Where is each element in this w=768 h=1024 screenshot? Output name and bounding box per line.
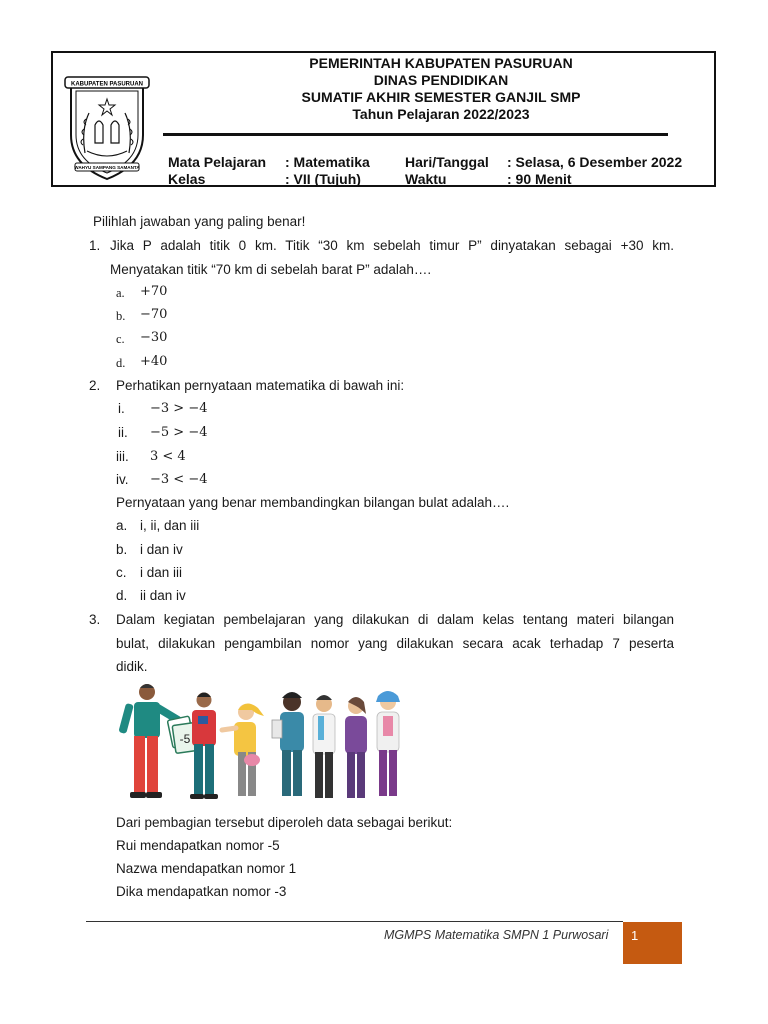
day-value: : Selasa, 6 Desember 2022	[507, 154, 683, 170]
page-number-box	[623, 922, 682, 964]
students-illustration	[112, 680, 412, 810]
kabupaten-pasuruan-emblem	[63, 65, 151, 183]
person-student-red	[190, 693, 218, 800]
q3-text-line1: Dalam kegiatan pembelajaran yang dilakukan di dalam kelas tentang materi bilangan	[116, 612, 674, 627]
q1-option-c[interactable]: −30	[140, 330, 168, 345]
q3-data-rui: Rui mendapatkan nomor -5	[116, 838, 280, 853]
q3-text-line2: bulat, dilakukan pengambilan nomor yang dilakukan secara acak terhadap 7 peserta	[116, 636, 674, 651]
q2-statement-i: −3 > −4	[150, 401, 208, 416]
q2-option-a[interactable]: i, ii, dan iii	[140, 518, 200, 533]
q1-number: 1.	[89, 238, 101, 253]
q2-option-b-letter: b.	[116, 542, 128, 557]
q1-option-c-letter: c.	[116, 332, 125, 346]
svg-text:KABUPATEN PASURUAN: KABUPATEN PASURUAN	[71, 81, 143, 88]
q2-option-c[interactable]: i dan iii	[140, 565, 183, 580]
q3-text-line3: didik.	[116, 659, 148, 674]
time-label: Waktu	[405, 171, 447, 187]
q2-number: 2.	[89, 378, 101, 393]
q2-text: Perhatikan pernyataan matematika di bawah ini:	[116, 378, 405, 393]
q2-statement-iv-roman: iv.	[116, 472, 129, 487]
q2-statement-iii-roman: iii.	[116, 449, 129, 464]
q1-text-line1: Jika P adalah titik 0 km. Titik “30 km sebelah timur P” dinyatakan sebagai +30 km.	[110, 238, 674, 253]
q2-option-b[interactable]: i dan iv	[140, 542, 183, 557]
page-number: 1	[631, 928, 639, 943]
q3-data-dika: Dika mendapatkan nomor -3	[116, 884, 287, 899]
subject-value: : Matematika	[285, 154, 370, 170]
q1-option-d[interactable]: +40	[140, 354, 168, 369]
q3-number: 3.	[89, 612, 101, 627]
title-line-year: Tahun Pelajaran 2022/2023	[352, 106, 530, 122]
q2-option-a-letter: a.	[116, 518, 128, 533]
title-line-exam: SUMATIF AKHIR SEMESTER GANJIL SMP	[301, 89, 581, 105]
q3-data-nazwa: Nazwa mendapatkan nomor 1	[116, 861, 297, 876]
q2-statement-ii: −5 > −4	[150, 425, 208, 440]
q2-statement-iii: 3 < 4	[150, 449, 186, 464]
q2-option-d[interactable]: ii dan iv	[140, 588, 186, 603]
person-student-blue	[376, 691, 400, 796]
exam-header	[51, 51, 716, 187]
class-label: Kelas	[168, 171, 206, 187]
q2-statement-i-roman: i.	[118, 401, 125, 416]
person-teacher	[118, 684, 178, 798]
q2-option-d-letter: d.	[116, 588, 128, 603]
q3-after-text: Dari pembagian tersebut diperoleh data sebagai berikut:	[116, 815, 453, 830]
header-divider	[163, 133, 668, 136]
title-line-government: PEMERINTAH KABUPATEN PASURUAN	[309, 55, 573, 71]
svg-text:WAHYU SAMPANG SAMANTA: WAHYU SAMPANG SAMANTA	[74, 165, 140, 170]
header-titles	[191, 55, 691, 123]
q2-question: Pernyataan yang benar membandingkan bilangan bulat adalah….	[116, 495, 510, 510]
day-label: Hari/Tanggal	[405, 154, 489, 170]
q2-statement-ii-roman: ii.	[118, 425, 128, 440]
q1-option-b-letter: b.	[116, 309, 126, 323]
q1-option-d-letter: d.	[116, 356, 126, 370]
title-line-department: DINAS PENDIDIKAN	[373, 72, 509, 88]
person-student-purple	[345, 697, 367, 798]
person-student-yellow	[222, 703, 264, 796]
q1-option-a[interactable]: +70	[140, 284, 168, 299]
footer-text: MGMPS Matematika SMPN 1 Purwosari	[384, 928, 609, 942]
q1-text-line2: Menyatakan titik “70 km di sebelah barat P” adalah….	[110, 262, 432, 277]
q2-statement-iv: −3 < −4	[150, 472, 208, 487]
subject-label: Mata Pelajaran	[168, 154, 267, 170]
person-student-teal	[272, 692, 304, 796]
time-value: : 90 Menit	[507, 171, 572, 187]
svg-text:-5: -5	[179, 732, 191, 746]
q1-option-b[interactable]: −70	[140, 307, 168, 322]
instruction: Pilihlah jawaban yang paling benar!	[93, 214, 306, 229]
q1-option-a-letter: a.	[116, 286, 125, 300]
q2-option-c-letter: c.	[116, 565, 127, 580]
person-student-white	[313, 695, 335, 798]
footer-divider	[86, 921, 623, 922]
class-value: : VII (Tujuh)	[285, 171, 361, 187]
